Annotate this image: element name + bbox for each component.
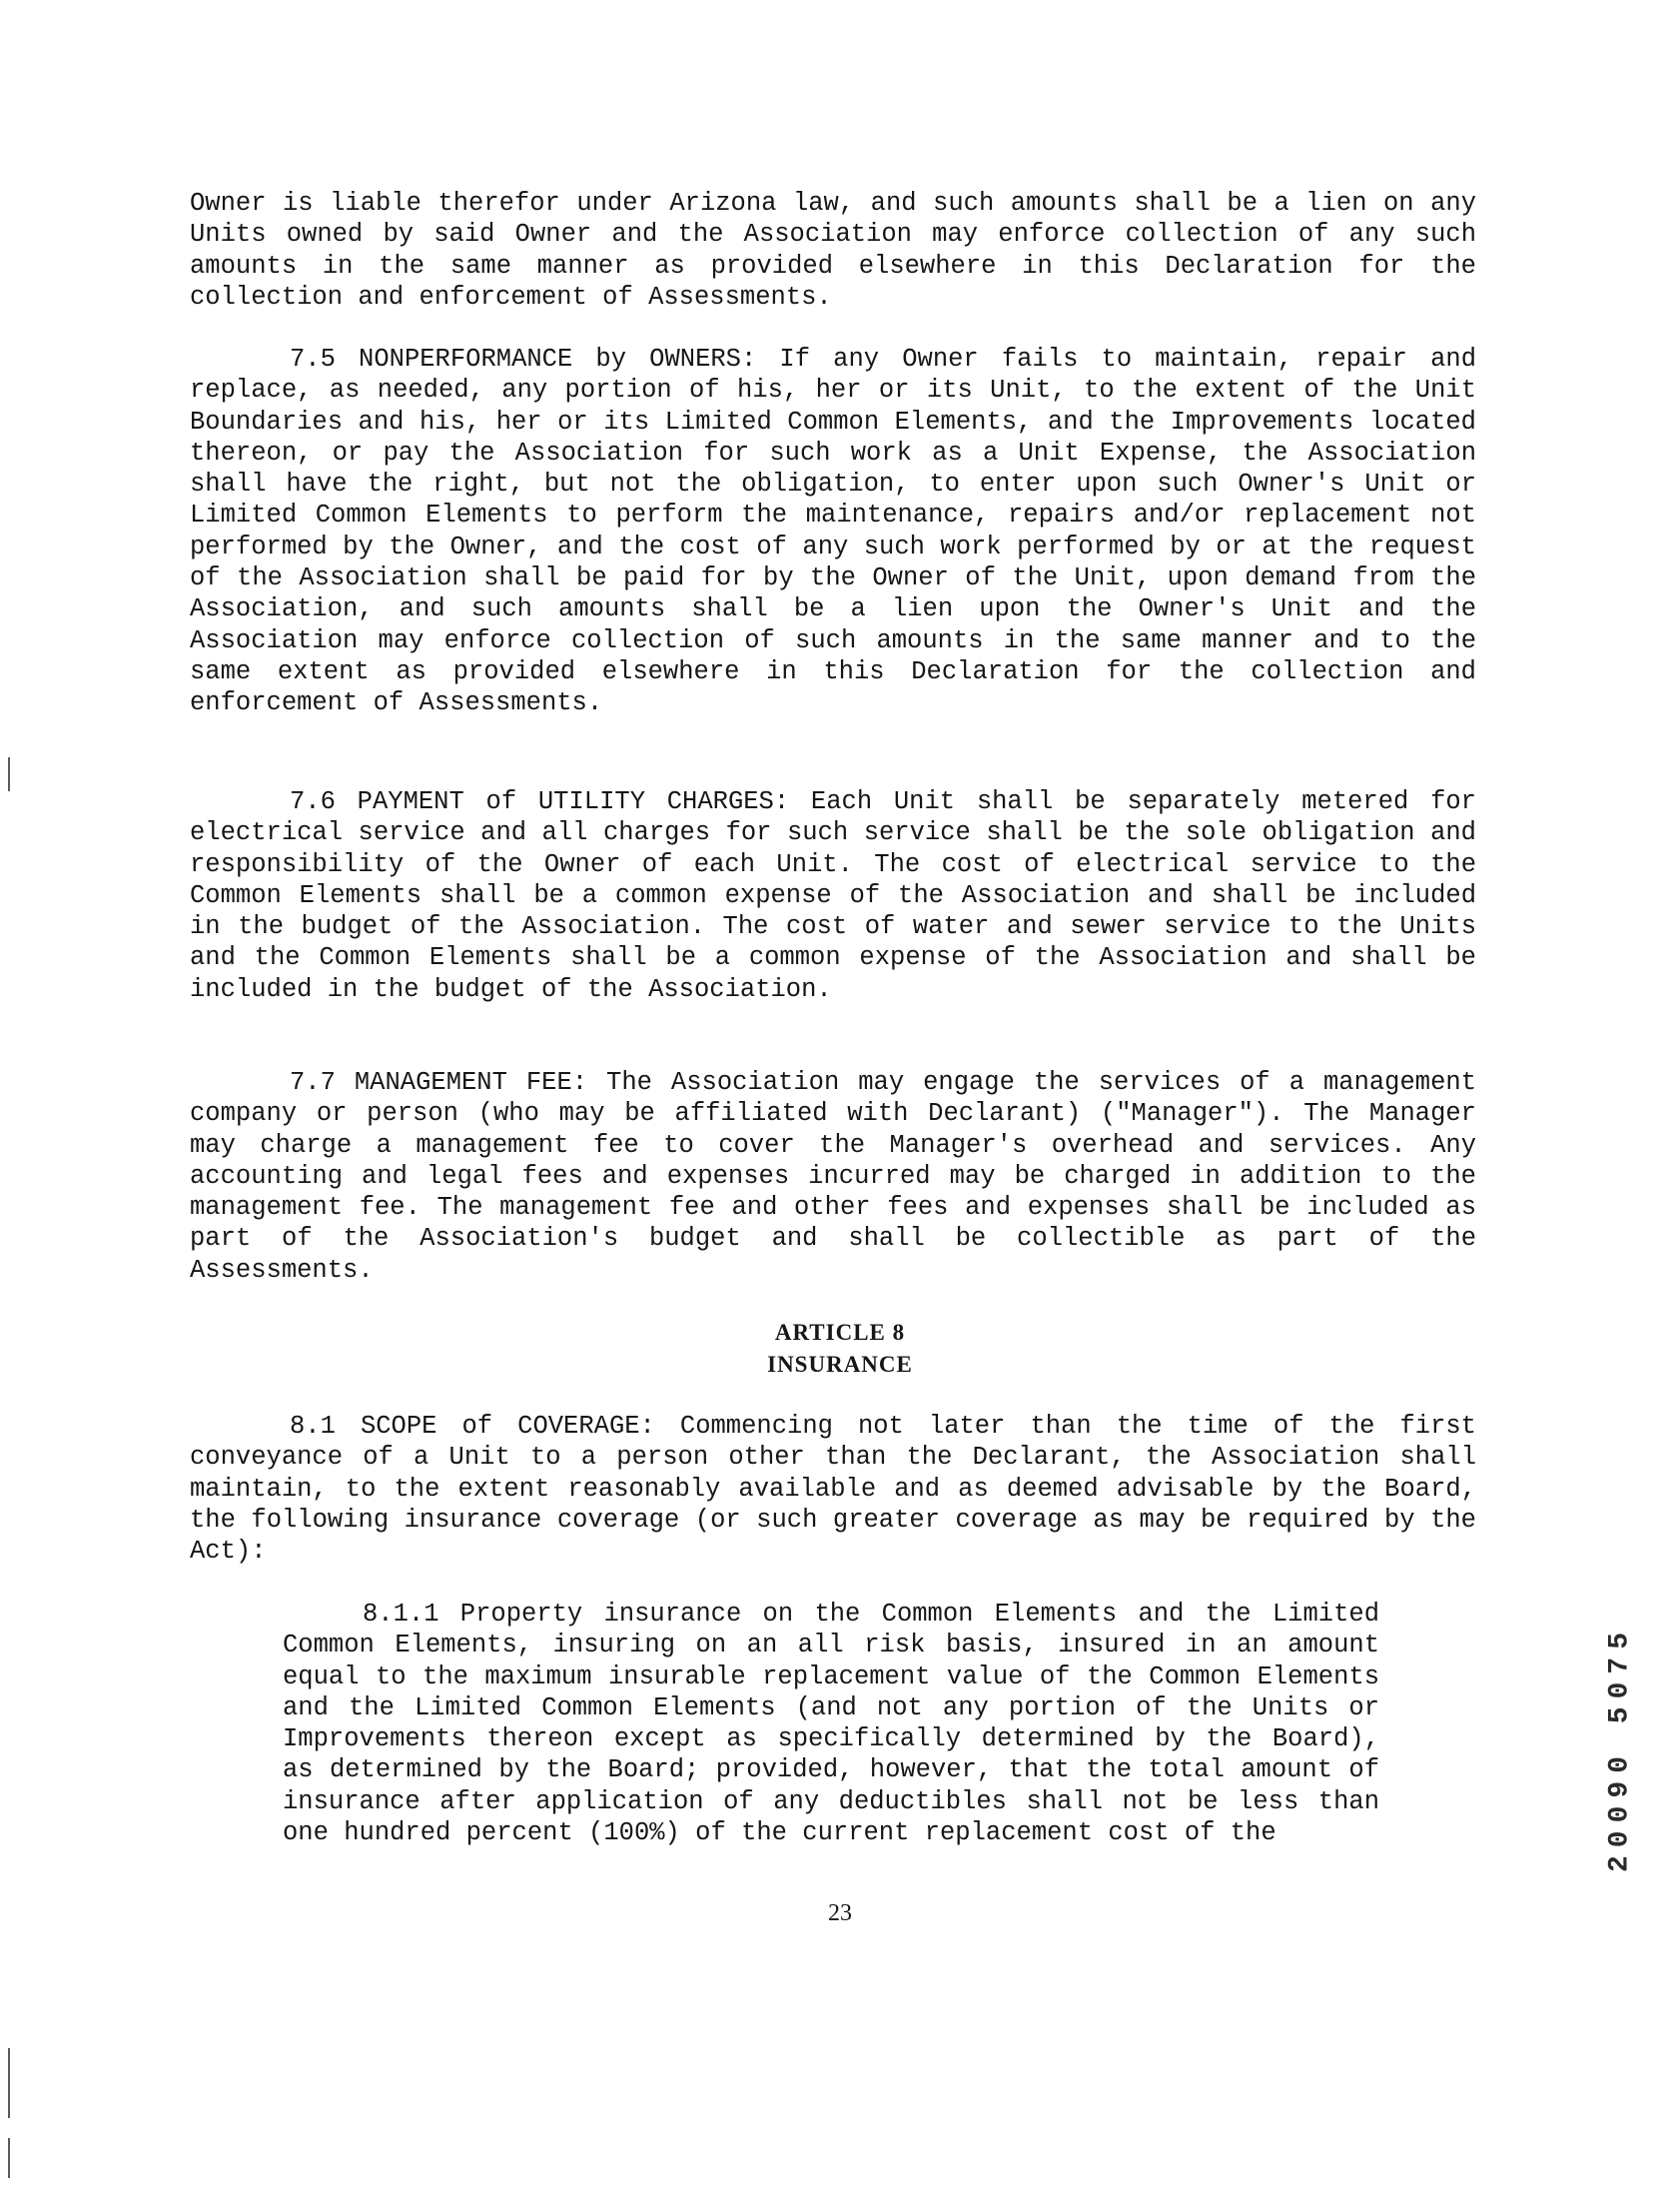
section-8-1-scope-of-coverage: 8.1 SCOPE of COVERAGE: Commencing not later than the time of the first conveyance of a Unit to a person other than the Declarant, the Association shall maintain, to the extent reasonably available and as deemed advisable by the Board, the following insurance coverage (or such greater coverage as may be required by the Act): — [190, 1412, 1476, 1567]
scan-margin-mark — [8, 2048, 10, 2118]
scan-margin-mark — [8, 757, 10, 791]
paragraph-continuation: Owner is liable therefor under Arizona law, and such amounts shall be a lien on any Units owned by said Owner and the Association may enforce collection of any such amounts in the same manner as provided elsewhere in this Declaration for the collection and enforcement of Assessments. — [190, 189, 1476, 312]
article-title: INSURANCE — [767, 1352, 913, 1377]
section-7-5-nonperformance: 7.5 NONPERFORMANCE by OWNERS: If any Owner fails to maintain, repair and replace, as needed, any portion of his, her or its Unit, to the extent of the Unit Boundaries and his, her or its Limited Common Elements, and the Improvements located thereon, or pay the Association for such work as a Unit Expense, the Association shall have the right, but not the obligation, to enter upon such Owner's Unit or Limited Common Elements to perform the maintenance, repairs and/or replacement not performed by the Owner, and the cost of any such work performed by or at the request of the Association shall be paid for by the Owner of the Unit, upon demand from the Association, and such amounts shall be a lien upon the Owner's Unit and the Association may enforce collection of such amounts in the same manner and to the same extent as provided elsewhere in this Declaration for the collection and enforcement of Assessments. — [190, 345, 1476, 718]
section-7-7-management-fee: 7.7 MANAGEMENT FEE: The Association may engage the services of a management company or person (who may be affiliated with Declarant) ("Manager"). The Manager may charge a management fee to cover the Manager's overhead and services. Any accounting and legal fees and expenses incurred may be charged in addition to the management fee. The management fee and other fees and expenses shall be included as part of the Association's budget and shall be collectible as part of the Assessments. — [190, 1068, 1476, 1285]
scan-margin-mark — [8, 2138, 10, 2178]
article-number: ARTICLE 8 — [774, 1320, 906, 1345]
section-7-6-utility-charges: 7.6 PAYMENT of UTILITY CHARGES: Each Unit shall be separately metered for electrical service and all charges for such service shall be the sole obligation and responsibility of the Owner of each Unit. The cost of electrical service to the Common Elements shall be a common expense of the Association and shall be included in the budget of the Association. The cost of water and sewer service to the Units and the Common Elements shall be a common expense of the Association and shall be included in the budget of the Association. — [190, 787, 1476, 1004]
recording-stamp-text: 20090 5075 — [1604, 1624, 1636, 1873]
recording-stamp — [1600, 1559, 1640, 1938]
section-8-1-1-property-insurance: 8.1.1 Property insurance on the Common Elements and the Limited Common Elements, insuring on an all risk basis, insured in an amount equal to the maximum insurable replacement value of the Common Elements and the Limited Common Elements (and not any portion of the Units or Improvements thereon except as specifically determined by the Board), as determined by the Board; provided, however, that the total amount of insurance after application of any deductibles shall not be less than one hundred percent (100%) of the current replacement cost of the — [283, 1600, 1379, 1848]
page-number: 23 — [828, 1900, 852, 1926]
